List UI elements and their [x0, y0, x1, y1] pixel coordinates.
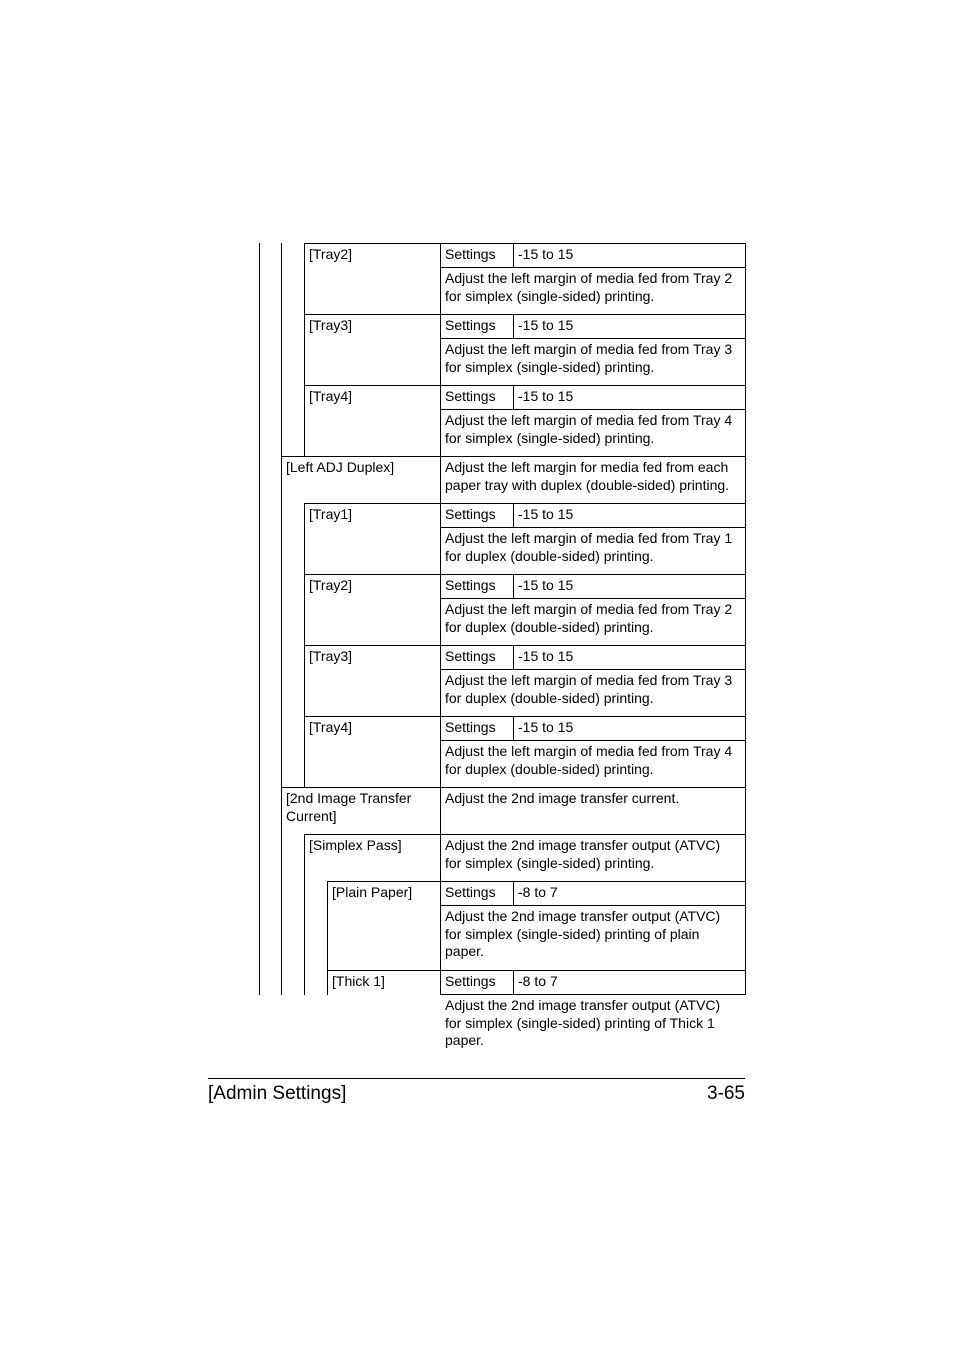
tree-rail — [259, 243, 260, 995]
row-description: Adjust the left margin of media fed from Tray 4 — [445, 743, 733, 759]
row-top-border — [281, 456, 745, 457]
settings-bottom-border — [440, 598, 745, 599]
settings-range: -15 to 15 — [518, 317, 574, 333]
settings-range: -15 to 15 — [518, 648, 574, 664]
settings-divider — [513, 243, 514, 267]
row-top-border — [304, 385, 745, 386]
row-label: [Simplex Pass] — [309, 837, 402, 853]
row-description: Adjust the 2nd image transfer output (ATVC) — [445, 837, 721, 853]
settings-bottom-border — [440, 338, 745, 339]
settings-bottom-border — [440, 409, 745, 410]
row-top-border — [304, 574, 745, 575]
settings-bottom-border — [440, 527, 745, 528]
tree-rail — [327, 881, 328, 995]
settings-divider — [513, 574, 514, 598]
row-description: for duplex (double-sided) printing. — [445, 618, 654, 635]
settings-label: Settings — [445, 506, 496, 522]
row-label: [Thick 1] — [332, 973, 385, 989]
settings-range: -15 to 15 — [518, 246, 574, 262]
settings-range: -15 to 15 — [518, 719, 574, 735]
row-label: [Tray3] — [309, 648, 353, 664]
row-description: for simplex (single-sided) printing. — [445, 429, 655, 446]
table-right-border — [745, 243, 746, 995]
row-description: paper. — [445, 1032, 484, 1048]
row-description: Adjust the 2nd image transfer current. — [445, 790, 680, 806]
settings-divider — [513, 385, 514, 409]
tree-rail — [304, 503, 305, 787]
row-top-border — [304, 716, 745, 717]
settings-divider — [513, 503, 514, 527]
tree-rail — [304, 243, 305, 456]
row-description: Adjust the left margin of media fed from Tray 4 — [445, 412, 733, 428]
row-description: Adjust the left margin of media fed from Tray 3 — [445, 672, 733, 688]
settings-bottom-border — [440, 905, 745, 906]
row-description: Adjust the left margin for media fed from each — [445, 459, 729, 475]
row-label: [Tray4] — [309, 388, 353, 404]
row-description: for simplex (single-sided) printing of Thick 1 — [445, 1014, 715, 1031]
row-top-border — [304, 503, 745, 504]
row-top-border — [327, 970, 745, 971]
settings-range: -15 to 15 — [518, 506, 574, 522]
row-description: paper tray with duplex (double-sided) printing. — [445, 476, 730, 493]
settings-label: Settings — [445, 388, 496, 404]
settings-range: -8 to 7 — [518, 884, 558, 900]
settings-bottom-border — [440, 994, 745, 995]
settings-divider — [513, 881, 514, 905]
row-label: [Plain Paper] — [332, 884, 413, 900]
row-top-border — [304, 243, 745, 244]
row-description: for duplex (double-sided) printing. — [445, 547, 654, 564]
row-description: for simplex (single-sided) printing. — [445, 854, 655, 871]
row-top-border — [281, 787, 745, 788]
settings-label: Settings — [445, 577, 496, 593]
settings-bottom-border — [440, 267, 745, 268]
row-label: [Left ADJ Duplex] — [286, 459, 395, 475]
footer-section-title: [Admin Settings] — [208, 1083, 347, 1104]
settings-divider — [513, 645, 514, 669]
settings-divider — [513, 716, 514, 740]
row-description: for simplex (single-sided) printing. — [445, 358, 655, 375]
row-description: for simplex (single-sided) printing of plain — [445, 925, 700, 942]
row-description: Adjust the left margin of media fed from Tray 2 — [445, 601, 733, 617]
row-top-border — [327, 881, 745, 882]
settings-range: -15 to 15 — [518, 388, 574, 404]
row-description: for duplex (double-sided) printing. — [445, 760, 654, 777]
row-label: [Tray1] — [309, 506, 353, 522]
tree-rail — [281, 243, 282, 995]
settings-label: Settings — [445, 648, 496, 664]
settings-label: Settings — [445, 246, 496, 262]
tree-rail — [304, 834, 305, 995]
row-label: [Tray3] — [309, 317, 353, 333]
row-top-border — [304, 314, 745, 315]
settings-range: -15 to 15 — [518, 577, 574, 593]
row-label: [Tray2] — [309, 246, 353, 262]
row-description: Adjust the left margin of media fed from Tray 2 — [445, 270, 733, 286]
settings-divider — [513, 970, 514, 994]
settings-divider — [513, 314, 514, 338]
row-description: for simplex (single-sided) printing. — [445, 287, 655, 304]
footer-page-number: 3-65 — [706, 1083, 745, 1104]
row-description: Adjust the 2nd image transfer output (ATVC) — [445, 908, 721, 924]
settings-bottom-border — [440, 740, 745, 741]
row-label: [2nd Image Transfer — [286, 790, 412, 806]
row-label: [Tray4] — [309, 719, 353, 735]
row-label: [Tray2] — [309, 577, 353, 593]
row-description: for duplex (double-sided) printing. — [445, 689, 654, 706]
settings-label: Settings — [445, 884, 496, 900]
row-label: Current] — [286, 807, 337, 824]
row-description: Adjust the left margin of media fed from Tray 3 — [445, 341, 733, 357]
row-description: paper. — [445, 943, 484, 959]
settings-label: Settings — [445, 973, 496, 989]
settings-label: Settings — [445, 719, 496, 735]
row-top-border — [304, 645, 745, 646]
settings-bottom-border — [440, 669, 745, 670]
row-description: Adjust the left margin of media fed from Tray 1 — [445, 530, 733, 546]
row-top-border — [304, 834, 745, 835]
settings-range: -8 to 7 — [518, 973, 558, 989]
column-divider — [440, 243, 441, 995]
footer-rule — [208, 1078, 745, 1079]
row-description: Adjust the 2nd image transfer output (ATVC) — [445, 997, 721, 1013]
settings-label: Settings — [445, 317, 496, 333]
